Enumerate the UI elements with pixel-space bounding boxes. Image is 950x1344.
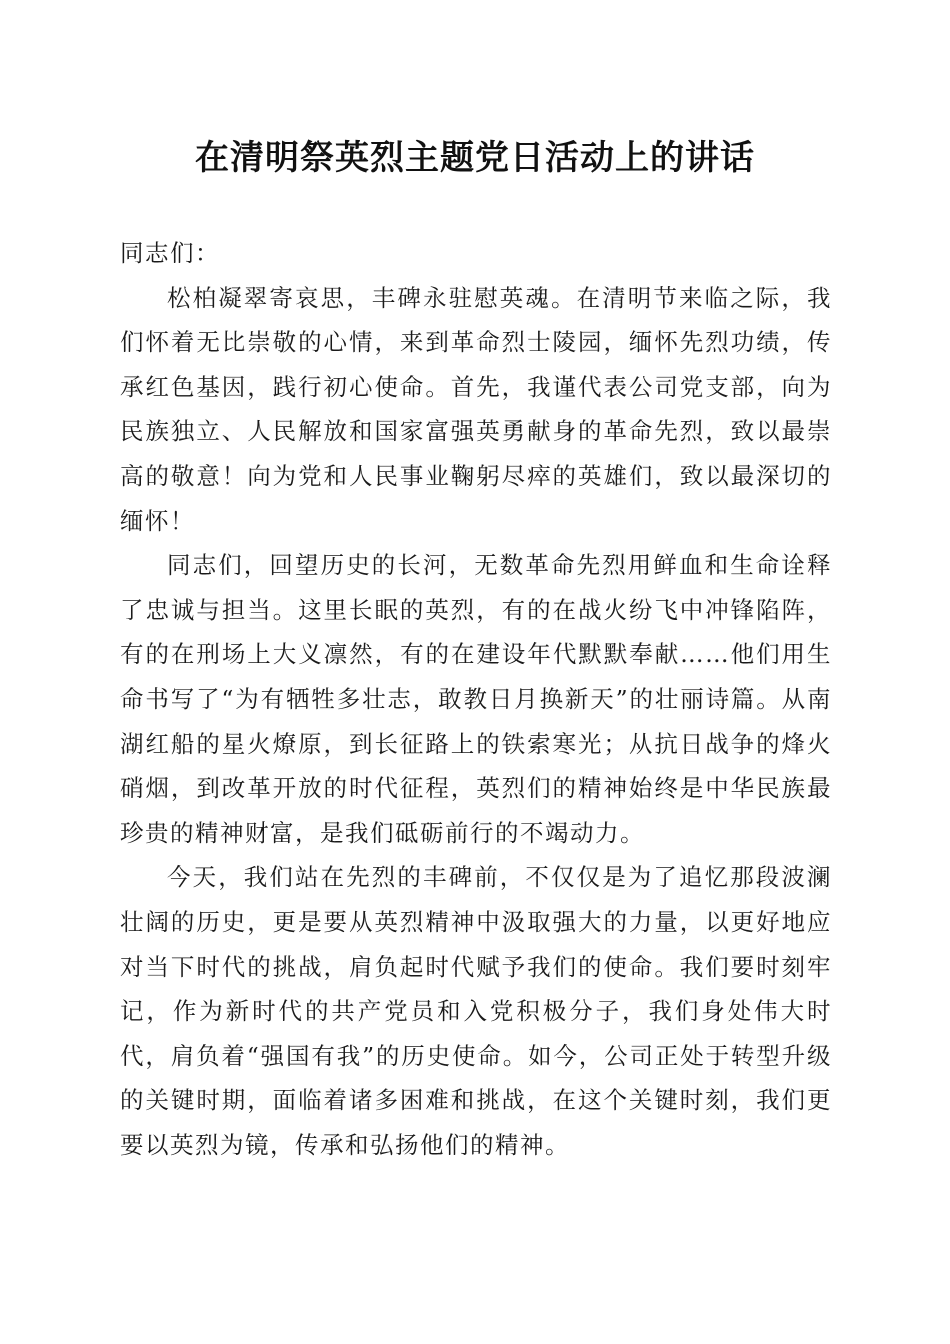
paragraph-1: 松柏凝翠寄哀思，丰碑永驻慰英魂。在清明节来临之际，我们怀着无比崇敬的心情，来到革命烈士陵园，缅怀先烈功绩，传承红色基因，践行初心使命。首先，我谨代表公司党支部，向为民族独立、人民解放和国家富强英勇献身的革命先烈，致以最崇高的敬意！向为党和人民事业鞠躬尽瘁的英雄们，致以最深切的缅怀！ — [120, 283, 832, 535]
document-title: 在清明祭英烈主题党日活动上的讲话 — [195, 138, 755, 178]
paragraph-3: 今天，我们站在先烈的丰碑前，不仅仅是为了追忆那段波澜壮阔的历史，更是要从英烈精神中汲取强大的力量，以更好地应对当下时代的挑战，肩负起时代赋予我们的使命。我们要时刻牢记，作为新时代的共产党员和入党积极分子，我们身处伟大时代，肩负着“强国有我”的历史使命。如今，公司正处于转型升级的关键时期，面临着诸多困难和挑战，在这个关键时刻，我们更要以英烈为镜，传承和弘扬他们的精神。 — [120, 863, 832, 1159]
salutation: 同志们： — [120, 239, 220, 267]
document-body — [120, 231, 832, 1167]
paragraph-2: 同志们，回望历史的长河，无数革命先烈用鲜血和生命诠释了忠诚与担当。这里长眠的英烈，有的在战火纷飞中冲锋陷阵，有的在刑场上大义凛然，有的在建设年代默默奉献……他们用生命书写了“为有牺牲多壮志，敢教日月换新天”的壮丽诗篇。从南湖红船的星火燎原，到长征路上的铁索寒光；从抗日战争的烽火硝烟，到改革开放的时代征程，英烈们的精神始终是中华民族最珍贵的精神财富，是我们砥砺前行的不竭动力。 — [120, 551, 832, 847]
